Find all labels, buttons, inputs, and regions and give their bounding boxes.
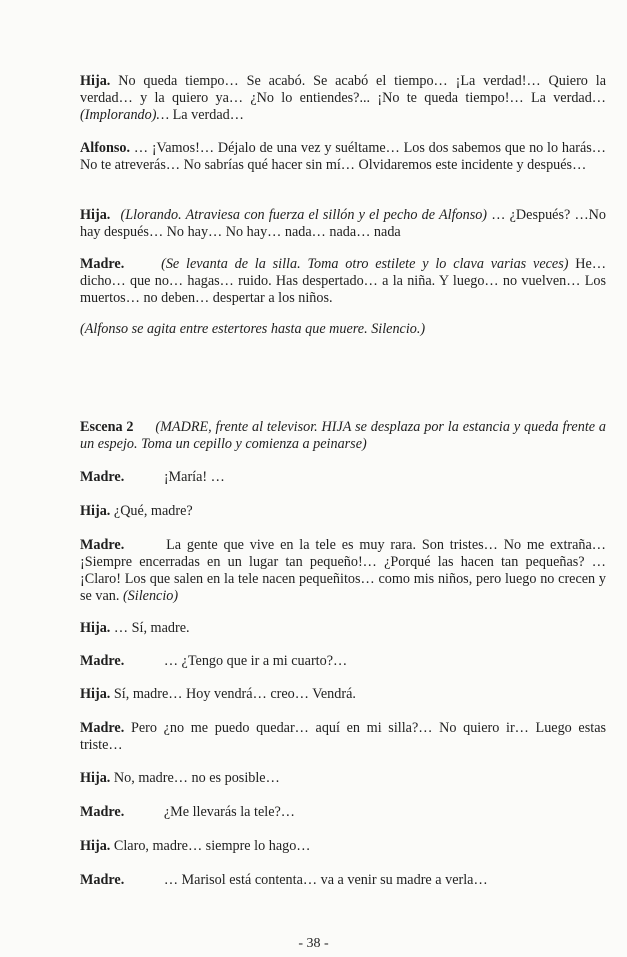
speaker-name: Madre. [80,804,125,820]
dialogue-text: … Sí, madre. [113,620,190,636]
dialogue-block-13 [80,804,606,821]
dialogue-block-10 [80,686,606,703]
speaker-name: Hija. [80,770,111,786]
speaker-name: Hija. [80,207,111,223]
stage-direction: (Llorando. Atraviesa con fuerza el sillón y el pecho de Alfonso) [120,207,488,223]
speaker-name: Madre. [80,653,125,669]
dialogue-text: … Marisol está contenta… va a venir su madre a verla… [163,872,488,888]
scene-heading-block [80,419,606,453]
stage-direction: (Implorando)… [80,107,170,123]
dialogue-block-11 [80,720,606,754]
stage-direction: (Alfonso se agita entre estertores hasta que muere. Silencio.) [80,321,426,337]
speaker-name: Hija. [80,620,111,636]
dialogue-block-15 [80,872,606,889]
dialogue-block-14 [80,838,606,855]
dialogue-block-5 [80,469,606,486]
dialogue-text: Claro, madre… siempre lo hago… [113,838,311,854]
speaker-name: Madre. [80,872,125,888]
speaker-name: Hija. [80,686,111,702]
speaker-name: Alfonso. [80,140,131,156]
dialogue-block-12 [80,770,606,787]
dialogue-text: ¿Qué, madre? [113,503,193,519]
dialogue-text: … ¿Después? …No hay después… No hay… No hay… nada… nada… nada [80,207,607,240]
speaker-name: Hija. [80,503,111,519]
dialogue-block-2 [80,140,606,174]
dialogue-text: … ¡Vamos!… Déjalo de una vez y suéltame… Los dos sabemos que no lo harás… No te atreverás… No sabrías qué hacer sin mí… Olvidaremos este incidente y después… [80,140,606,173]
dialogue-block-7 [80,537,606,605]
scene-heading: Escena 2 [80,419,134,435]
dialogue-text: No queda tiempo… Se acabó. Se acabó el tiempo… ¡La verdad!… Quiero la verdad… y la quiero ya… ¿No lo entiendes?... ¡No te queda tiempo!… La verdad… [80,73,606,106]
dialogue-text: … ¿Tengo que ir a mi cuarto?… [163,653,348,669]
dialogue-block-1 [80,73,606,124]
dialogue-block-9 [80,653,606,670]
speaker-name: Madre. [80,469,125,485]
dialogue-block-3 [80,207,606,241]
speaker-name: Madre. [80,720,125,736]
speaker-name: Madre. [80,537,125,553]
dialogue-block-8 [80,620,606,637]
speaker-name: Hija. [80,838,111,854]
stage-direction: (Silencio) [122,588,179,604]
speaker-name: Hija. [80,73,111,89]
page-number: - 38 - [298,936,329,951]
stage-direction: (MADRE, frente al televisor. HIJA se desplaza por la estancia y queda frente a un espejo. Toma un cepillo y comienza a peinarse) [80,419,607,452]
dialogue-text: ¿Me llevarás la tele?… [163,804,295,820]
dialogue-text: He… dicho… que no… hagas… ruido. Has despertado… a la niña. Y luego… no vuelven… Los muertos… no deben… despertar a los niños. [80,256,607,306]
stage-direction-block [80,321,606,338]
dialogue-text: Sí, madre… Hoy vendrá… creo… Vendrá. [113,686,356,702]
dialogue-text: No, madre… no es posible… [113,770,280,786]
dialogue-block-6 [80,503,606,520]
dialogue-text: Pero ¿no me puedo quedar… aquí en mi silla?… No quiero ir… Luego estas triste… [80,720,607,753]
dialogue-text: ¡María! … [163,469,225,485]
dialogue-text: La gente que vive en la tele es muy rara. Son tristes… No me extraña… ¡Siempre encerradas en un lugar tan pequeño!… ¿Porqué las hacen tan pequeñas? … ¡Claro! Los que salen en la tele nacen pequeñitos… como mis niños, pero luego no crecen y se van. [80,537,606,604]
dialogue-text: La verdad… [169,107,244,123]
speaker-name: Madre. [80,256,125,272]
dialogue-block-4 [80,256,606,307]
stage-direction: (Se levanta de la silla. Toma otro estilete y lo clava varias veces) [161,256,569,272]
